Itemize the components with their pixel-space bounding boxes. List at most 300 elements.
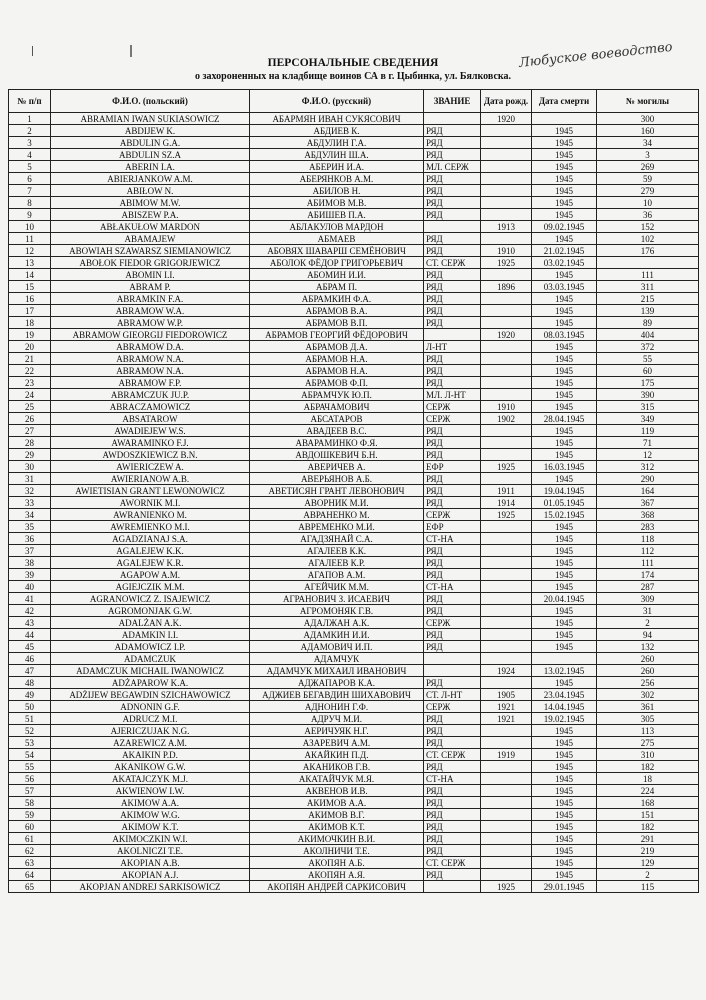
cell-number: 21	[9, 353, 51, 365]
cell-rank: РЯД	[424, 677, 481, 689]
table-row	[9, 713, 699, 725]
cell-name-russian: АКИМОВ В.Г.	[250, 809, 424, 821]
cell-rank: РЯД	[424, 797, 481, 809]
cell-name-polish: ABDULIN SZ.A	[51, 149, 250, 161]
cell-number: 27	[9, 425, 51, 437]
cell-rank: СЕРЖ	[424, 509, 481, 521]
cell-rank: РЯД	[424, 629, 481, 641]
cell-number: 1	[9, 113, 51, 125]
cell-name-polish: AKIMOW A.A.	[51, 797, 250, 809]
table-row	[9, 581, 699, 593]
cell-grave-number: 152	[597, 221, 699, 233]
cell-name-polish: ABDULIN G.A.	[51, 137, 250, 149]
cell-name-polish: ABAMAJEW	[51, 233, 250, 245]
cell-name-polish: AKWIENOW I.W.	[51, 785, 250, 797]
cell-grave-number: 290	[597, 473, 699, 485]
cell-number: 65	[9, 881, 51, 893]
table-row	[9, 833, 699, 845]
scan-mark	[130, 45, 132, 57]
cell-rank: РЯД	[424, 305, 481, 317]
cell-rank	[424, 881, 481, 893]
cell-name-russian: АГАПОВ А.М.	[250, 569, 424, 581]
table-row	[9, 605, 699, 617]
cell-name-polish: AWARAMINKO F.J.	[51, 437, 250, 449]
cell-name-russian: АБЕРЯНКОВ А.М.	[250, 173, 424, 185]
cell-grave-number: 36	[597, 209, 699, 221]
cell-name-russian: АДАМЧУК МИХАИЛ ИВАНОВИЧ	[250, 665, 424, 677]
cell-name-russian: АДРУЧ М.И.	[250, 713, 424, 725]
cell-birth-date	[481, 593, 532, 605]
table-row	[9, 461, 699, 473]
cell-rank: РЯД	[424, 713, 481, 725]
table-header-row	[9, 90, 699, 113]
table-row	[9, 197, 699, 209]
cell-number: 50	[9, 701, 51, 713]
cell-rank: СТ-НА	[424, 773, 481, 785]
cell-rank: РЯД	[424, 365, 481, 377]
cell-rank: РЯД	[424, 149, 481, 161]
cell-number: 57	[9, 785, 51, 797]
cell-grave-number: 300	[597, 113, 699, 125]
cell-grave-number: 311	[597, 281, 699, 293]
cell-name-russian: АКОПЯН А.Б.	[250, 857, 424, 869]
cell-number: 36	[9, 533, 51, 545]
cell-rank: РЯД	[424, 761, 481, 773]
cell-name-russian: АКАНИКОВ Г.В.	[250, 761, 424, 773]
cell-name-russian: АБОЛОК ФЁДОР ГРИГОРЬЕВИЧ	[250, 257, 424, 269]
table-row	[9, 641, 699, 653]
cell-grave-number: 174	[597, 569, 699, 581]
cell-death-date: 01.05.1945	[532, 497, 597, 509]
cell-grave-number: 275	[597, 737, 699, 749]
cell-death-date: 16.03.1945	[532, 461, 597, 473]
cell-grave-number: 368	[597, 509, 699, 521]
column-header-rank: ЗВАНИЕ	[424, 90, 481, 113]
cell-number: 3	[9, 137, 51, 149]
cell-death-date: 1945	[532, 401, 597, 413]
cell-birth-date	[481, 617, 532, 629]
cell-birth-date: 1896	[481, 281, 532, 293]
cell-name-polish: ABIŁOW N.	[51, 185, 250, 197]
table-row	[9, 497, 699, 509]
cell-rank	[424, 221, 481, 233]
cell-grave-number: 119	[597, 425, 699, 437]
cell-name-russian: АБИЛОВ Н.	[250, 185, 424, 197]
cell-death-date: 1945	[532, 581, 597, 593]
cell-death-date: 03.02.1945	[532, 257, 597, 269]
cell-name-russian: АКИМОЧКИН В.И.	[250, 833, 424, 845]
cell-number: 58	[9, 797, 51, 809]
cell-rank	[424, 113, 481, 125]
cell-rank: РЯД	[424, 173, 481, 185]
cell-grave-number: 3	[597, 149, 699, 161]
table-row	[9, 737, 699, 749]
cell-number: 39	[9, 569, 51, 581]
cell-rank: Л-НТ	[424, 341, 481, 353]
cell-grave-number: 113	[597, 725, 699, 737]
cell-name-russian: АБРАМОВ Д.А.	[250, 341, 424, 353]
cell-rank: СЕРЖ	[424, 617, 481, 629]
cell-rank: РЯД	[424, 437, 481, 449]
cell-birth-date	[481, 725, 532, 737]
cell-name-polish: ABISZEW P.A.	[51, 209, 250, 221]
cell-name-russian: АГАЛЕЕВ К.Р.	[250, 557, 424, 569]
cell-number: 59	[9, 809, 51, 821]
cell-name-polish: AGIEJCZIK M.M.	[51, 581, 250, 593]
cell-name-russian: АГРОМОНЯК Г.В.	[250, 605, 424, 617]
cell-rank: РЯД	[424, 245, 481, 257]
cell-birth-date	[481, 785, 532, 797]
table-row	[9, 113, 699, 125]
cell-birth-date	[481, 125, 532, 137]
cell-number: 29	[9, 449, 51, 461]
cell-birth-date	[481, 857, 532, 869]
cell-birth-date	[481, 137, 532, 149]
cell-number: 12	[9, 245, 51, 257]
cell-number: 10	[9, 221, 51, 233]
cell-number: 28	[9, 437, 51, 449]
cell-name-polish: ABIMOW M.W.	[51, 197, 250, 209]
cell-name-russian: АБИМОВ М.В.	[250, 197, 424, 209]
cell-grave-number: 182	[597, 761, 699, 773]
column-header-name-russian: Ф.И.О. (русский)	[250, 90, 424, 113]
cell-name-russian: АБРАМОВ ГЕОРГИЙ ФЁДОРОВИЧ	[250, 329, 424, 341]
cell-name-russian: АДЖИЕВ БЕГАВДИН ШИХАВОВИЧ	[250, 689, 424, 701]
cell-name-russian: АБРАМ П.	[250, 281, 424, 293]
cell-death-date: 1945	[532, 269, 597, 281]
table-row	[9, 317, 699, 329]
cell-number: 53	[9, 737, 51, 749]
cell-name-russian: АБАРМЯН ИВАН СУКЯСОВИЧ	[250, 113, 424, 125]
cell-grave-number: 176	[597, 245, 699, 257]
cell-number: 18	[9, 317, 51, 329]
cell-death-date: 1945	[532, 209, 597, 221]
cell-grave-number: 139	[597, 305, 699, 317]
cell-number: 20	[9, 341, 51, 353]
cell-birth-date: 1925	[481, 881, 532, 893]
cell-name-polish: ABRAM P.	[51, 281, 250, 293]
cell-name-russian: АКАЙКИН П.Д.	[250, 749, 424, 761]
cell-name-russian: АБМАЕВ	[250, 233, 424, 245]
cell-rank: ЕФР	[424, 461, 481, 473]
cell-birth-date: 1925	[481, 509, 532, 521]
cell-name-polish: ADNONIN G.F.	[51, 701, 250, 713]
table-row	[9, 365, 699, 377]
cell-birth-date	[481, 545, 532, 557]
table-row	[9, 557, 699, 569]
cell-name-polish: ADAMKIN I.I.	[51, 629, 250, 641]
cell-name-russian: АБРАМОВ Н.А.	[250, 365, 424, 377]
cell-name-polish: AWREMIENKO M.I.	[51, 521, 250, 533]
table-row	[9, 857, 699, 869]
table-row	[9, 629, 699, 641]
cell-name-polish: AWORNIK M.I.	[51, 497, 250, 509]
cell-grave-number: 182	[597, 821, 699, 833]
cell-name-polish: AGRANOWICZ Z. ISAJEWICZ	[51, 593, 250, 605]
cell-rank: РЯД	[424, 125, 481, 137]
cell-grave-number: 115	[597, 881, 699, 893]
cell-rank: СЕРЖ	[424, 413, 481, 425]
cell-number: 16	[9, 293, 51, 305]
cell-grave-number: 291	[597, 833, 699, 845]
cell-rank: РЯД	[424, 869, 481, 881]
cell-name-russian: АБЕРИН И.А.	[250, 161, 424, 173]
cell-death-date: 1945	[532, 809, 597, 821]
cell-death-date: 1945	[532, 617, 597, 629]
cell-rank: РЯД	[424, 785, 481, 797]
cell-name-polish: AKOPJAN ANDREJ SARKISOWICZ	[51, 881, 250, 893]
cell-grave-number: 168	[597, 797, 699, 809]
cell-birth-date	[481, 677, 532, 689]
cell-number: 46	[9, 653, 51, 665]
cell-rank: СТ. СЕРЖ	[424, 857, 481, 869]
table-row	[9, 329, 699, 341]
cell-grave-number: 215	[597, 293, 699, 305]
cell-birth-date	[481, 797, 532, 809]
cell-name-russian: АГРАНОВИЧ З. ИСАЕВИЧ	[250, 593, 424, 605]
cell-number: 32	[9, 485, 51, 497]
table-row	[9, 545, 699, 557]
cell-grave-number	[597, 257, 699, 269]
cell-number: 15	[9, 281, 51, 293]
cell-name-russian: АВЕРЬЯНОВ А.Б.	[250, 473, 424, 485]
cell-number: 38	[9, 557, 51, 569]
cell-death-date: 1945	[532, 845, 597, 857]
table-row	[9, 653, 699, 665]
cell-number: 61	[9, 833, 51, 845]
cell-name-polish: AKOLNICZI T.E.	[51, 845, 250, 857]
cell-rank: РЯД	[424, 209, 481, 221]
cell-number: 40	[9, 581, 51, 593]
cell-death-date: 1945	[532, 725, 597, 737]
cell-birth-date	[481, 365, 532, 377]
cell-birth-date	[481, 533, 532, 545]
table-row	[9, 353, 699, 365]
cell-name-polish: ABOMIN I.I.	[51, 269, 250, 281]
cell-rank: СТ. Л-НТ	[424, 689, 481, 701]
cell-number: 41	[9, 593, 51, 605]
cell-birth-date	[481, 425, 532, 437]
cell-rank: СЕРЖ	[424, 401, 481, 413]
cell-birth-date: 1911	[481, 485, 532, 497]
cell-rank: РЯД	[424, 833, 481, 845]
cell-name-russian: АЕРИЧУЯК Н.Г.	[250, 725, 424, 737]
cell-death-date: 1945	[532, 341, 597, 353]
cell-birth-date	[481, 773, 532, 785]
cell-name-polish: ABRAMOW D.A.	[51, 341, 250, 353]
table-row	[9, 665, 699, 677]
cell-number: 11	[9, 233, 51, 245]
cell-name-russian: АВАРАМИНКО Ф.Я.	[250, 437, 424, 449]
cell-rank: РЯД	[424, 317, 481, 329]
cell-number: 45	[9, 641, 51, 653]
cell-grave-number: 102	[597, 233, 699, 245]
table-row	[9, 869, 699, 881]
cell-name-polish: ABRACZAMOWICZ	[51, 401, 250, 413]
table-row	[9, 173, 699, 185]
cell-number: 34	[9, 509, 51, 521]
table-row	[9, 749, 699, 761]
cell-death-date: 19.04.1945	[532, 485, 597, 497]
cell-name-russian: АВДОШКЕВИЧ Б.Н.	[250, 449, 424, 461]
table-row	[9, 281, 699, 293]
cell-number: 6	[9, 173, 51, 185]
cell-birth-date: 1921	[481, 713, 532, 725]
cell-rank: РЯД	[424, 233, 481, 245]
table-row	[9, 401, 699, 413]
cell-name-polish: ABSATAROW	[51, 413, 250, 425]
cell-rank: РЯД	[424, 137, 481, 149]
table-row	[9, 533, 699, 545]
cell-grave-number: 361	[597, 701, 699, 713]
cell-birth-date	[481, 389, 532, 401]
cell-number: 25	[9, 401, 51, 413]
cell-name-polish: ABERIN I.A.	[51, 161, 250, 173]
table-row	[9, 485, 699, 497]
cell-death-date: 21.02.1945	[532, 245, 597, 257]
cell-name-russian: АБРАЧАМОВИЧ	[250, 401, 424, 413]
handwritten-note: Любуское воеводство	[518, 39, 674, 71]
cell-grave-number: 59	[597, 173, 699, 185]
cell-death-date: 1945	[532, 833, 597, 845]
cell-birth-date	[481, 305, 532, 317]
cell-name-polish: ABRAMOW GIEORGIJ FIEDOROWICZ	[51, 329, 250, 341]
column-header-grave-number: № могилы	[597, 90, 699, 113]
cell-birth-date	[481, 449, 532, 461]
table-row	[9, 689, 699, 701]
cell-name-russian: АДАМОВИЧ И.П.	[250, 641, 424, 653]
cell-name-russian: АБДУЛИН Г.А.	[250, 137, 424, 149]
cell-number: 47	[9, 665, 51, 677]
cell-name-russian: АКВЕНОВ И.В.	[250, 785, 424, 797]
cell-death-date: 1945	[532, 161, 597, 173]
cell-death-date: 1945	[532, 149, 597, 161]
cell-birth-date	[481, 353, 532, 365]
cell-number: 8	[9, 197, 51, 209]
cell-birth-date	[481, 821, 532, 833]
cell-death-date: 13.02.1945	[532, 665, 597, 677]
cell-name-russian: АБЛАКУЛОВ МАРДОН	[250, 221, 424, 233]
cell-death-date: 1945	[532, 449, 597, 461]
cell-rank: РЯД	[424, 737, 481, 749]
cell-grave-number: 160	[597, 125, 699, 137]
cell-birth-date	[481, 173, 532, 185]
cell-birth-date	[481, 149, 532, 161]
table-row	[9, 305, 699, 317]
cell-number: 60	[9, 821, 51, 833]
cell-name-russian: АБСАТАРОВ	[250, 413, 424, 425]
table-row	[9, 221, 699, 233]
cell-number: 43	[9, 617, 51, 629]
cell-birth-date	[481, 233, 532, 245]
table-row	[9, 257, 699, 269]
cell-birth-date: 1920	[481, 113, 532, 125]
cell-name-russian: АКОПЯН А.Я.	[250, 869, 424, 881]
cell-number: 14	[9, 269, 51, 281]
cell-name-polish: ABOŁOK FIEDOR GRIGORJEWICZ	[51, 257, 250, 269]
cell-number: 44	[9, 629, 51, 641]
cell-rank: МЛ. СЕРЖ	[424, 161, 481, 173]
cell-name-polish: AJERICZUJAK N.G.	[51, 725, 250, 737]
cell-number: 26	[9, 413, 51, 425]
cell-birth-date	[481, 197, 532, 209]
document-subtitle: о захороненных на кладбище воинов СА в г. Цыбинка, ул. Бялковска.	[195, 71, 511, 82]
cell-grave-number: 10	[597, 197, 699, 209]
cell-grave-number: 132	[597, 641, 699, 653]
cell-rank: СТ. СЕРЖ	[424, 257, 481, 269]
table-row	[9, 617, 699, 629]
cell-birth-date	[481, 737, 532, 749]
cell-grave-number: 34	[597, 137, 699, 149]
cell-birth-date: 1902	[481, 413, 532, 425]
cell-rank: РЯД	[424, 449, 481, 461]
cell-name-polish: AKOPIAN A.J.	[51, 869, 250, 881]
cell-grave-number: 31	[597, 605, 699, 617]
cell-birth-date	[481, 269, 532, 281]
cell-name-russian: АБРАМОВ Н.А.	[250, 353, 424, 365]
cell-death-date: 1945	[532, 857, 597, 869]
cell-rank	[424, 653, 481, 665]
cell-number: 19	[9, 329, 51, 341]
cell-name-russian: АГАЛЕЕВ К.К.	[250, 545, 424, 557]
cell-grave-number: 112	[597, 545, 699, 557]
cell-rank: СТ-НА	[424, 581, 481, 593]
cell-death-date: 1945	[532, 545, 597, 557]
table-row	[9, 785, 699, 797]
cell-rank: МЛ. Л-НТ	[424, 389, 481, 401]
cell-rank: РЯД	[424, 185, 481, 197]
cell-rank: РЯД	[424, 605, 481, 617]
cell-birth-date	[481, 521, 532, 533]
table-row	[9, 821, 699, 833]
cell-name-polish: ADAMCZUK	[51, 653, 250, 665]
cell-death-date: 1945	[532, 365, 597, 377]
cell-rank	[424, 665, 481, 677]
cell-name-polish: ABRAMCZUK JU.P.	[51, 389, 250, 401]
table-row	[9, 185, 699, 197]
cell-name-russian: АВОРНИК М.И.	[250, 497, 424, 509]
cell-name-russian: АГЕЙЧИК М.М.	[250, 581, 424, 593]
cell-number: 49	[9, 689, 51, 701]
cell-name-polish: AKIMOCZKIN W.I.	[51, 833, 250, 845]
burial-records-table	[8, 89, 699, 893]
cell-name-polish: AWIETISIAN GRANT LEWONOWICZ	[51, 485, 250, 497]
cell-name-polish: AWRANIENKO M.	[51, 509, 250, 521]
cell-grave-number: 372	[597, 341, 699, 353]
cell-grave-number: 309	[597, 593, 699, 605]
cell-rank: СТ. СЕРЖ	[424, 749, 481, 761]
cell-grave-number: 260	[597, 653, 699, 665]
cell-name-russian: АВАДЕЕВ В.С.	[250, 425, 424, 437]
cell-death-date: 1945	[532, 137, 597, 149]
cell-name-polish: AKIMOW K.T.	[51, 821, 250, 833]
table-row	[9, 521, 699, 533]
cell-name-polish: AWIERIANOW A.B.	[51, 473, 250, 485]
cell-grave-number: 269	[597, 161, 699, 173]
cell-death-date: 1945	[532, 293, 597, 305]
cell-name-polish: ADAMCZUK MICHAIL IWANOWICZ	[51, 665, 250, 677]
cell-name-russian: АКОЛНИЧИ Т.Е.	[250, 845, 424, 857]
cell-grave-number: 71	[597, 437, 699, 449]
cell-grave-number: 390	[597, 389, 699, 401]
cell-death-date: 1945	[532, 473, 597, 485]
cell-birth-date: 1910	[481, 401, 532, 413]
cell-death-date: 20.04.1945	[532, 593, 597, 605]
cell-name-polish: ABDIJEW K.	[51, 125, 250, 137]
cell-birth-date	[481, 869, 532, 881]
cell-name-russian: АБДУЛИН Ш.А.	[250, 149, 424, 161]
cell-birth-date	[481, 629, 532, 641]
